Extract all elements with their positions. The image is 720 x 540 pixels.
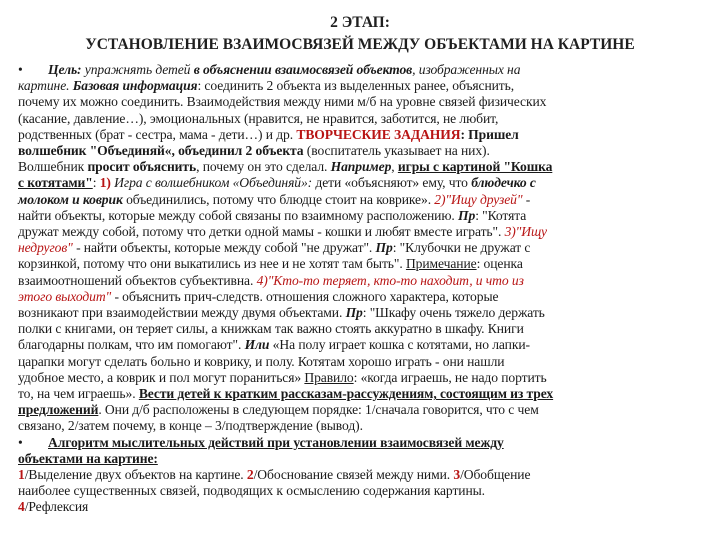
- text-line: [18, 435, 710, 451]
- text-segment: . Они д/б расположены в следующем порядке: 1/сначала говорится, что с чем: [98, 402, 539, 418]
- stage-title: 2 ЭТАП:: [330, 14, 390, 31]
- text-segment: то, на чем играешь».: [18, 386, 139, 402]
- text-line: [18, 62, 710, 78]
- text-segment: недругов": [18, 240, 73, 256]
- text-segment: Пр: [375, 240, 393, 256]
- text-line: [18, 289, 710, 305]
- bullet: •: [18, 434, 23, 450]
- text-segment: Игра с волшебником «Объединяй»:: [114, 175, 313, 191]
- text-segment: , изображенных на: [412, 62, 521, 77]
- text-line: [18, 305, 710, 321]
- body-text: [18, 62, 710, 516]
- text-segment: полки с книгами, он теряет силы, а книжкам так важно стоять аккуратно в шкафу. Книги: [18, 321, 524, 337]
- text-segment: возникают при взаимодействии между двумя объектами.: [18, 305, 346, 321]
- text-segment: : "Котята: [475, 207, 527, 223]
- text-segment: - объяснить прич-следств. отношения сложного характера, которые: [111, 288, 499, 304]
- text-segment: предложений: [18, 402, 99, 418]
- text-segment: Волшебник: [18, 159, 88, 175]
- text-segment: : оценка: [476, 256, 523, 272]
- text-segment: 4)"Кто-то теряет, кто-то находит, и что из: [256, 272, 524, 288]
- text-segment: /Обоснование связей между ними.: [253, 467, 454, 483]
- text-segment: Примечание: [405, 256, 477, 272]
- text-line: [18, 159, 710, 175]
- text-line: [18, 337, 710, 353]
- text-segment: блюдечко с: [471, 175, 536, 191]
- text-segment: ,: [391, 159, 398, 175]
- text-segment: упражнять детей: [84, 62, 194, 77]
- text-line: [18, 370, 710, 386]
- text-segment: в объяснении взаимосвязей объектов: [193, 62, 413, 77]
- text-segment: объектами на картине:: [18, 450, 158, 466]
- text-segment: /Рефлексия: [24, 499, 89, 515]
- text-segment: Или: [244, 337, 270, 353]
- text-segment: картине.: [18, 78, 73, 94]
- text-segment: Пр: [345, 305, 363, 321]
- text-line: [18, 418, 710, 434]
- text-segment: ТВОРЧЕСКИЕ ЗАДАНИЯ: [296, 126, 461, 142]
- text-segment: объединились, потому что блюдце стоит на коврике».: [126, 191, 435, 207]
- text-line: [18, 483, 710, 499]
- text-line: [18, 240, 710, 256]
- text-segment: 1: [18, 467, 25, 483]
- text-segment: родственных (брат - сестра, мама - дети…) и др.: [18, 126, 297, 142]
- text-segment: связано, 2/затем почему, в конце – 3/подтверждение (вывод).: [18, 418, 363, 434]
- text-line: [18, 94, 710, 110]
- text-line: [18, 208, 710, 224]
- text-segment: дети «объясняют» ему, что: [312, 175, 472, 191]
- text-segment: Например: [330, 159, 392, 175]
- text-line: [18, 467, 710, 483]
- text-segment: 2)"Ищу друзей": [434, 191, 523, 207]
- text-segment: : "Шкафу очень тяжело держать: [362, 305, 545, 321]
- text-segment: Правило: [304, 369, 354, 385]
- text-segment: -: [522, 191, 531, 207]
- text-line: [18, 386, 710, 402]
- text-segment: 3: [453, 467, 461, 483]
- text-line: [18, 499, 710, 515]
- text-segment: Базовая информация: [72, 78, 198, 94]
- text-line: [18, 402, 710, 418]
- text-segment: (касание, давление…), эмоциональных (нравится, не нравится, заботится, не любит,: [18, 110, 499, 126]
- text-segment: удобное место, а коврик и пол могут пораниться»: [18, 369, 305, 385]
- text-segment: почему их можно соединить. Взаимодействия между ними м/б на уровне связей физических: [18, 94, 547, 110]
- text-segment: царапки могут сделать больно и коврику, и полу. Котятам хорошо играть - они нашли: [18, 353, 505, 369]
- text-segment: этого выходит": [18, 288, 112, 304]
- text-segment: дружат между собой, потому что детки одной мамы - кошки и любят вместе играть".: [18, 224, 505, 240]
- text-segment: игры с картиной "Кошка: [397, 159, 553, 175]
- text-line: [18, 111, 710, 127]
- slide-heading: УСТАНОВЛЕНИЕ ВЗАИМОСВЯЗЕЙ МЕЖДУ ОБЪЕКТАМИ НА КАРТИНЕ: [85, 36, 635, 53]
- text-segment: благодарны полкам, что им помогают".: [18, 337, 245, 353]
- text-segment: просит объяснить: [87, 159, 197, 175]
- text-segment: наиболее существенных связей, подводящих к осмыслению содержания картины.: [18, 483, 485, 499]
- text-segment: волшебник "Объединяй«, объединил 2 объекта: [18, 143, 307, 159]
- text-segment: /Обобщение: [460, 467, 531, 483]
- text-line: [18, 273, 710, 289]
- text-line: [18, 192, 710, 208]
- text-segment: , почему он это сделал.: [196, 159, 331, 175]
- text-segment: молоком и коврик: [18, 191, 127, 207]
- text-segment: :: [92, 175, 100, 191]
- text-segment: 3)"Ищу: [504, 224, 547, 240]
- text-line: [18, 321, 710, 337]
- text-segment: Вести детей к кратким рассказам-рассуждениям, состоящим из трех: [138, 386, 554, 402]
- text-segment: с котятами": [18, 175, 93, 191]
- text-line: [18, 78, 710, 94]
- text-segment: 2: [246, 467, 254, 483]
- text-segment: «На полу играет кошка с котятами, но лапки-: [269, 337, 530, 353]
- text-line: [18, 354, 710, 370]
- text-line: [18, 224, 710, 240]
- text-segment: - найти объекты, которые между собой "не дружат".: [72, 240, 376, 256]
- text-segment: : соединить 2 объекта из выделенных ранее, объяснить,: [197, 78, 515, 94]
- text-segment: Пр: [458, 207, 476, 223]
- text-segment: : "Клубочки не дружат с: [392, 240, 531, 256]
- text-line: [18, 143, 710, 159]
- text-segment: : Пришел: [460, 126, 519, 142]
- text-line: [18, 175, 710, 191]
- text-segment: : «когда играешь, не надо портить: [353, 369, 547, 385]
- text-segment: найти объекты, которые между собой связаны по взаимному расположению.: [18, 207, 459, 223]
- text-segment: 4: [18, 499, 25, 515]
- text-segment: (воспитатель указывает на них).: [306, 143, 490, 159]
- text-segment: Алгоритм мыслительных действий при установлении взаимосвязей между: [48, 434, 504, 450]
- bullet: •: [18, 62, 23, 77]
- text-segment: Цель:: [48, 62, 85, 77]
- text-line: [18, 127, 710, 143]
- text-segment: /Выделение двух объектов на картине.: [24, 467, 247, 483]
- text-line: [18, 256, 710, 272]
- text-segment: корзинкой, потому что они выкатились из нее и не хотят там быть".: [18, 256, 406, 272]
- text-line: [18, 451, 710, 467]
- text-segment: взаимоотношений объектов субъективна.: [18, 272, 257, 288]
- text-segment: 1): [99, 175, 115, 191]
